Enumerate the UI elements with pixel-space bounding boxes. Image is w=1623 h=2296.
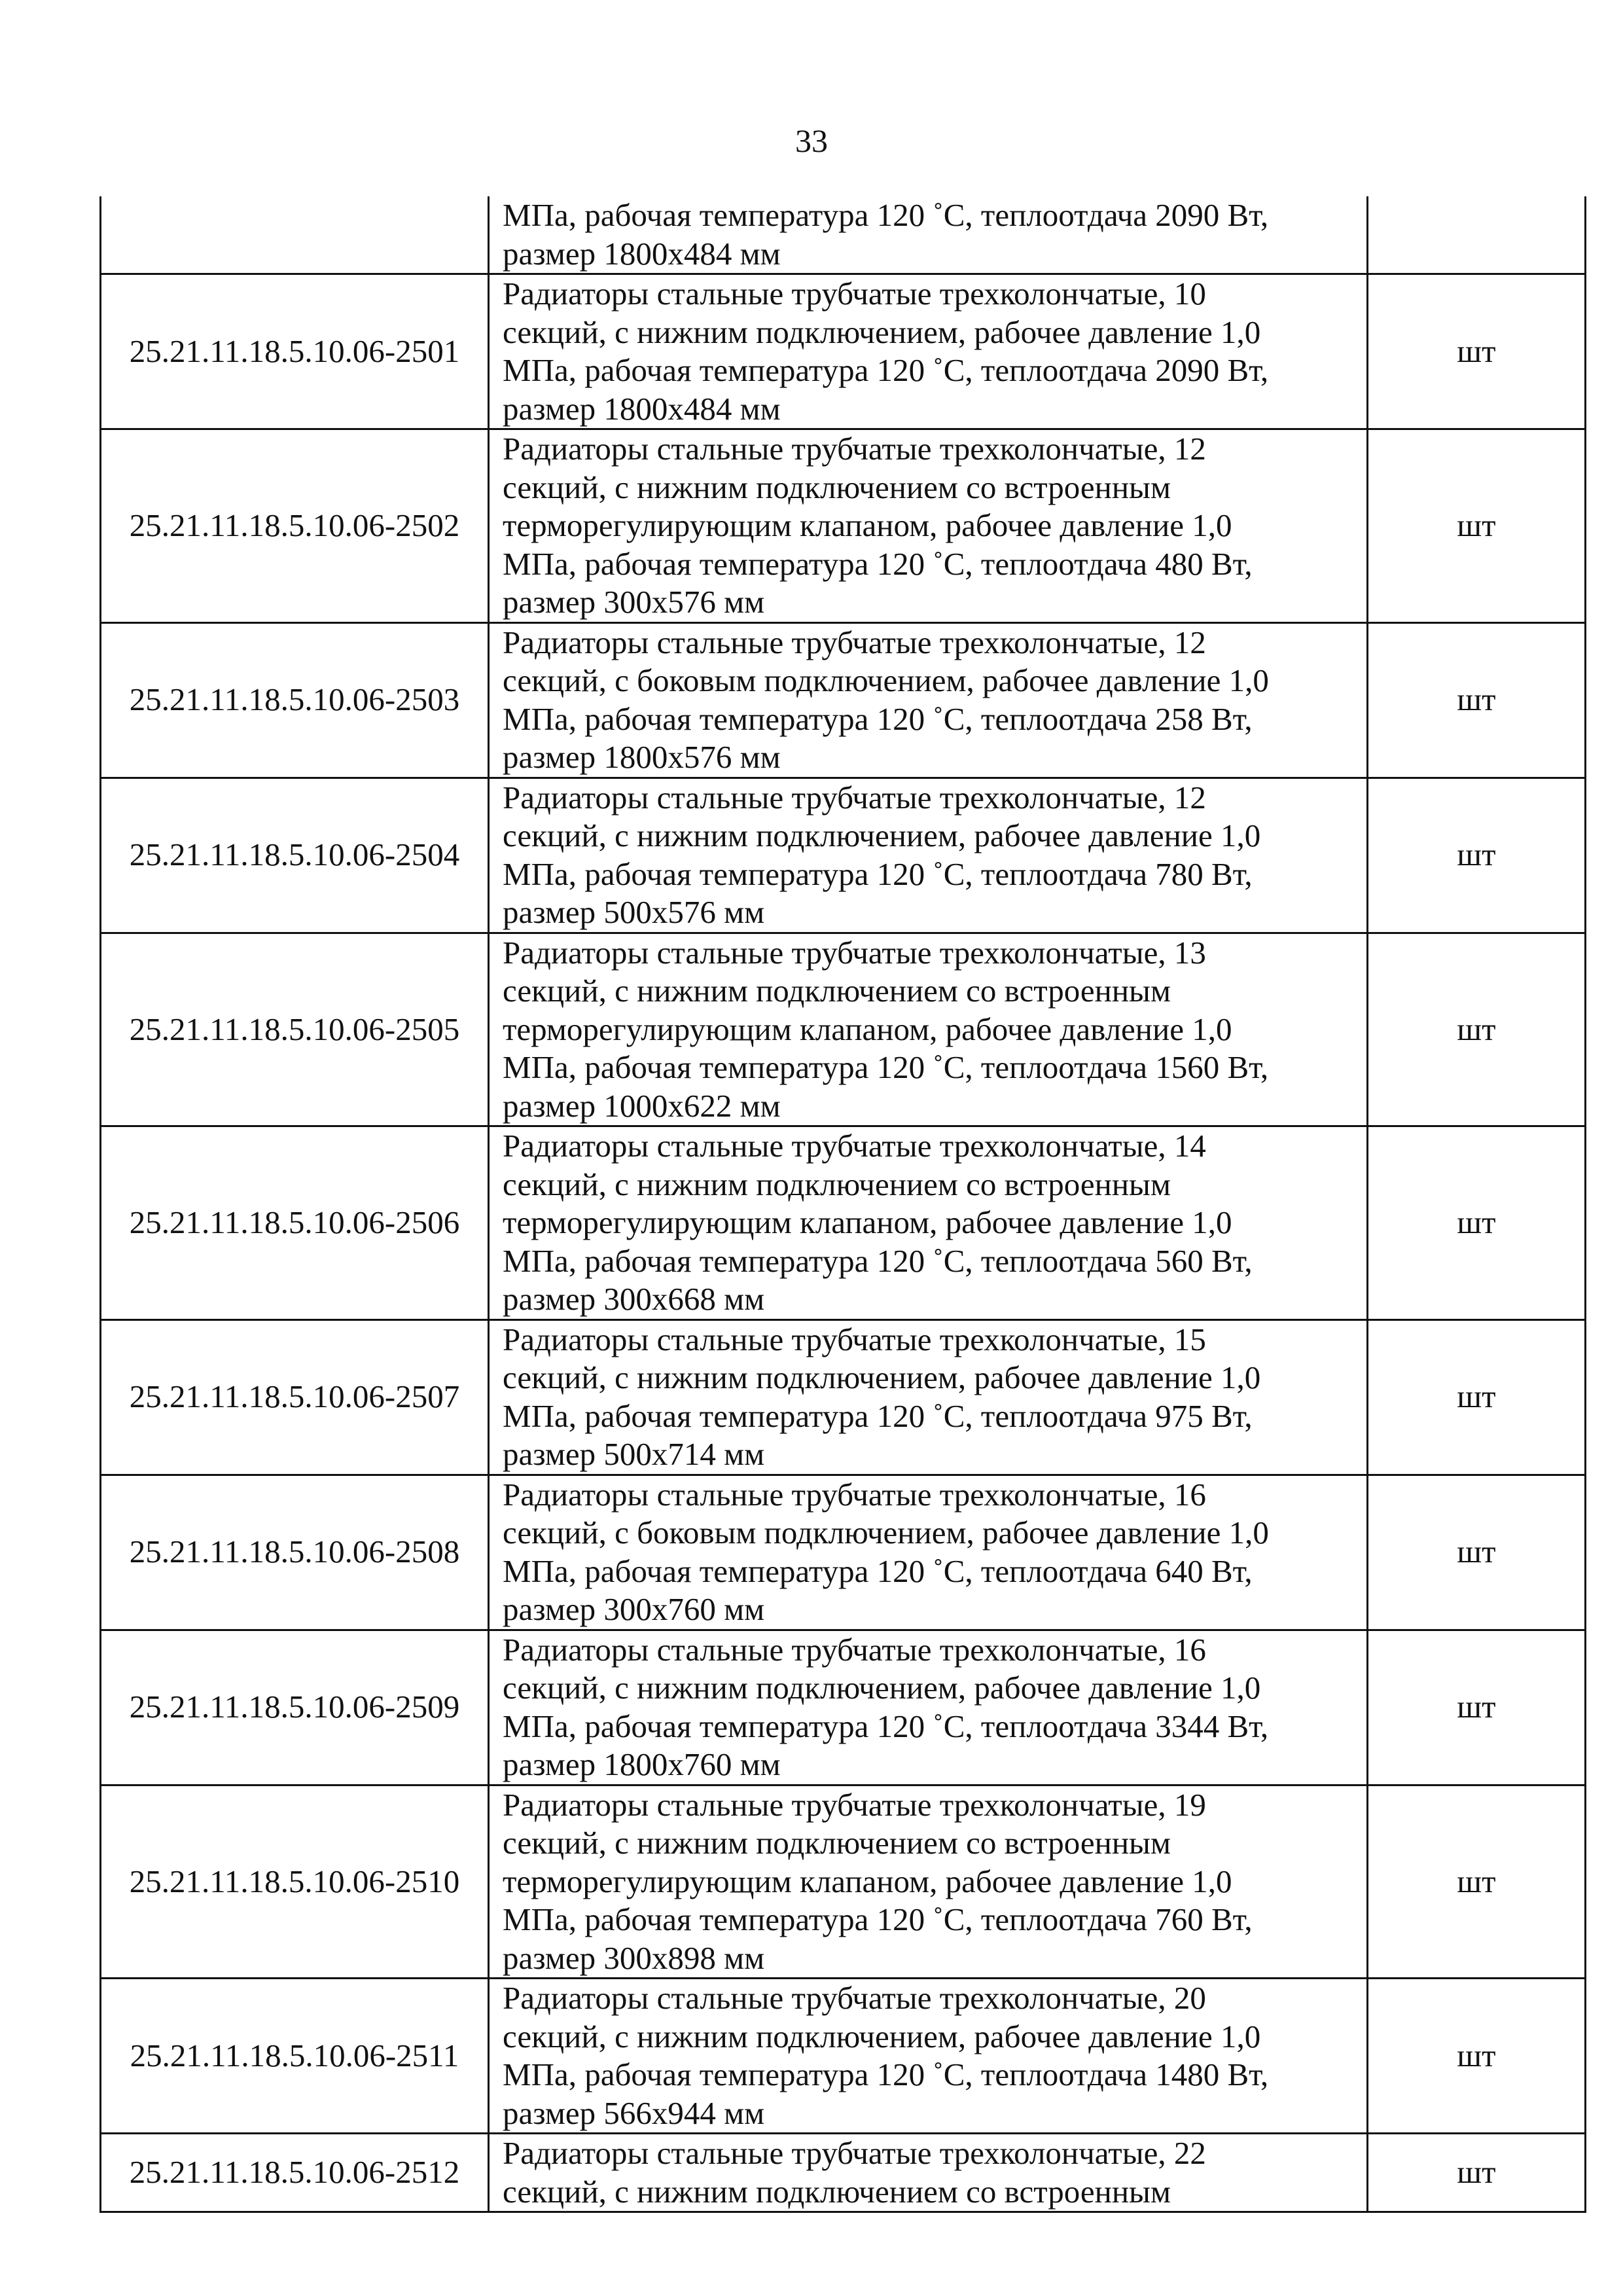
description-line: секций, с нижним подключением со встроенным bbox=[503, 469, 1171, 505]
item-description-cell bbox=[489, 1319, 1368, 1475]
unit-cell bbox=[1368, 196, 1586, 274]
description-line: размер 500х714 мм bbox=[503, 1436, 765, 1472]
table-row bbox=[101, 1319, 1586, 1475]
description-line: размер 1800х760 мм bbox=[503, 1746, 781, 1782]
table-row bbox=[101, 1785, 1586, 1979]
description-line: секций, с нижним подключением, рабочее давление 1,0 bbox=[503, 314, 1261, 350]
description-line: Радиаторы стальные трубчатые трехколончатые, 12 bbox=[503, 779, 1206, 816]
description-line: Радиаторы стальные трубчатые трехколончатые, 20 bbox=[503, 1980, 1206, 2016]
item-description-cell bbox=[489, 1630, 1368, 1785]
description-line: МПа, рабочая температура 120 ˚С, теплоотдача 258 Вт, bbox=[503, 700, 1253, 737]
description-line: размер 1800х484 мм bbox=[503, 390, 781, 427]
item-code-cell: 25.21.11.18.5.10.06-2502 bbox=[101, 429, 489, 623]
table-row bbox=[101, 778, 1586, 933]
item-code-cell: 25.21.11.18.5.10.06-2511 bbox=[101, 1979, 489, 2134]
spec-table-body bbox=[101, 196, 1586, 2212]
item-code-cell: 25.21.11.18.5.10.06-2505 bbox=[101, 933, 489, 1126]
item-description-cell bbox=[489, 622, 1368, 778]
table-row bbox=[101, 1979, 1586, 2134]
table-row bbox=[101, 933, 1586, 1126]
unit-cell: шт bbox=[1368, 622, 1586, 778]
unit-cell: шт bbox=[1368, 429, 1586, 623]
unit-cell: шт bbox=[1368, 1126, 1586, 1320]
description-line: размер 300х576 мм bbox=[503, 584, 765, 620]
unit-cell: шт bbox=[1368, 1979, 1586, 2134]
description-line: секций, с нижним подключением, рабочее давление 1,0 bbox=[503, 1359, 1261, 1395]
description-line: секций, с боковым подключением, рабочее давление 1,0 bbox=[503, 1515, 1269, 1551]
table-row bbox=[101, 1126, 1586, 1320]
unit-cell: шт bbox=[1368, 1630, 1586, 1785]
item-description-cell bbox=[489, 196, 1368, 274]
description-line: МПа, рабочая температура 120 ˚С, теплоотдача 780 Вт, bbox=[503, 855, 1253, 892]
unit-cell: шт bbox=[1368, 933, 1586, 1126]
unit-cell: шт bbox=[1368, 2134, 1586, 2212]
item-code-cell: 25.21.11.18.5.10.06-2506 bbox=[101, 1126, 489, 1320]
description-line: Радиаторы стальные трубчатые трехколончатые, 12 bbox=[503, 624, 1206, 660]
item-description-cell bbox=[489, 1475, 1368, 1630]
description-line: размер 566х944 мм bbox=[503, 2094, 765, 2131]
description-line: секций, с нижним подключением, рабочее давление 1,0 bbox=[503, 2018, 1261, 2054]
description-line: МПа, рабочая температура 120 ˚С, теплоотдача 760 Вт, bbox=[503, 1901, 1253, 1937]
description-line: терморегулирующим клапаном, рабочее давление 1,0 bbox=[503, 1011, 1232, 1047]
description-line: размер 500х576 мм bbox=[503, 894, 765, 930]
description-line: размер 1000х622 мм bbox=[503, 1087, 781, 1124]
page-number: 33 bbox=[795, 122, 828, 159]
item-code-cell: 25.21.11.18.5.10.06-2508 bbox=[101, 1475, 489, 1630]
description-line: терморегулирующим клапаном, рабочее давление 1,0 bbox=[503, 507, 1232, 543]
item-description-cell bbox=[489, 2134, 1368, 2212]
description-line: секций, с нижним подключением со встроенным bbox=[503, 1825, 1171, 1861]
description-line: размер 300х898 мм bbox=[503, 1939, 765, 1976]
description-line: секций, с нижним подключением со встроенным bbox=[503, 973, 1171, 1009]
description-line: МПа, рабочая температура 120 ˚С, теплоотдача 3344 Вт, bbox=[503, 1708, 1269, 1744]
description-line: секций, с нижним подключением, рабочее давление 1,0 bbox=[503, 1670, 1261, 1706]
description-line: МПа, рабочая температура 120 ˚С, теплоотдача 975 Вт, bbox=[503, 1397, 1253, 1434]
item-code-cell: 25.21.11.18.5.10.06-2510 bbox=[101, 1785, 489, 1979]
item-description-cell bbox=[489, 933, 1368, 1126]
description-line: Радиаторы стальные трубчатые трехколончатые, 13 bbox=[503, 934, 1206, 971]
item-code-cell: 25.21.11.18.5.10.06-2512 bbox=[101, 2134, 489, 2212]
table-row bbox=[101, 274, 1586, 429]
unit-cell: шт bbox=[1368, 1475, 1586, 1630]
table-row bbox=[101, 1475, 1586, 1630]
description-line: секций, с нижним подключением со встроенным bbox=[503, 1166, 1171, 1202]
description-line: Радиаторы стальные трубчатые трехколончатые, 15 bbox=[503, 1321, 1206, 1357]
table-row bbox=[101, 196, 1586, 274]
description-line: размер 300х760 мм bbox=[503, 1591, 765, 1627]
item-code-cell: 25.21.11.18.5.10.06-2507 bbox=[101, 1319, 489, 1475]
description-line: секций, с боковым подключением, рабочее давление 1,0 bbox=[503, 662, 1269, 698]
table-row bbox=[101, 1630, 1586, 1785]
item-description-cell bbox=[489, 429, 1368, 623]
item-code-cell: 25.21.11.18.5.10.06-2501 bbox=[101, 274, 489, 429]
item-description-cell bbox=[489, 1785, 1368, 1979]
item-code-cell bbox=[101, 196, 489, 274]
table-row bbox=[101, 429, 1586, 623]
description-line: МПа, рабочая температура 120 ˚С, теплоотдача 2090 Вт, bbox=[503, 352, 1269, 388]
unit-cell: шт bbox=[1368, 1319, 1586, 1475]
description-line: терморегулирующим клапаном, рабочее давление 1,0 bbox=[503, 1863, 1232, 1899]
description-line: Радиаторы стальные трубчатые трехколончатые, 16 bbox=[503, 1476, 1206, 1513]
item-description-cell bbox=[489, 1126, 1368, 1320]
description-line: Радиаторы стальные трубчатые трехколончатые, 12 bbox=[503, 431, 1206, 467]
description-line: Радиаторы стальные трубчатые трехколончатые, 19 bbox=[503, 1786, 1206, 1823]
description-line: Радиаторы стальные трубчатые трехколончатые, 16 bbox=[503, 1631, 1206, 1668]
unit-cell: шт bbox=[1368, 778, 1586, 933]
item-code-cell: 25.21.11.18.5.10.06-2509 bbox=[101, 1630, 489, 1785]
item-description-cell bbox=[489, 778, 1368, 933]
table-row bbox=[101, 2134, 1586, 2212]
unit-cell: шт bbox=[1368, 1785, 1586, 1979]
description-line: МПа, рабочая температура 120 ˚С, теплоотдача 1560 Вт, bbox=[503, 1049, 1269, 1085]
description-line: МПа, рабочая температура 120 ˚С, теплоотдача 2090 Вт, bbox=[503, 197, 1269, 233]
description-line: Радиаторы стальные трубчатые трехколончатые, 22 bbox=[503, 2135, 1206, 2171]
description-line: размер 1800х576 мм bbox=[503, 739, 781, 775]
table-row bbox=[101, 622, 1586, 778]
item-code-cell: 25.21.11.18.5.10.06-2503 bbox=[101, 622, 489, 778]
description-line: размер 300х668 мм bbox=[503, 1281, 765, 1317]
radiator-spec-table bbox=[99, 196, 1586, 2213]
description-line: секций, с нижним подключением, рабочее давление 1,0 bbox=[503, 817, 1261, 853]
description-line: Радиаторы стальные трубчатые трехколончатые, 14 bbox=[503, 1128, 1206, 1164]
description-line: МПа, рабочая температура 120 ˚С, теплоотдача 640 Вт, bbox=[503, 1552, 1253, 1589]
description-line: секций, с нижним подключением со встроенным bbox=[503, 2173, 1171, 2210]
item-description-cell bbox=[489, 1979, 1368, 2134]
item-description-cell bbox=[489, 274, 1368, 429]
description-line: терморегулирующим клапаном, рабочее давление 1,0 bbox=[503, 1204, 1232, 1240]
description-line: МПа, рабочая температура 120 ˚С, теплоотдача 1480 Вт, bbox=[503, 2056, 1269, 2092]
description-line: МПа, рабочая температура 120 ˚С, теплоотдача 560 Вт, bbox=[503, 1242, 1253, 1279]
description-line: МПа, рабочая температура 120 ˚С, теплоотдача 480 Вт, bbox=[503, 545, 1253, 582]
description-line: Радиаторы стальные трубчатые трехколончатые, 10 bbox=[503, 276, 1206, 312]
description-line: размер 1800х484 мм bbox=[503, 235, 781, 272]
item-code-cell: 25.21.11.18.5.10.06-2504 bbox=[101, 778, 489, 933]
unit-cell: шт bbox=[1368, 274, 1586, 429]
